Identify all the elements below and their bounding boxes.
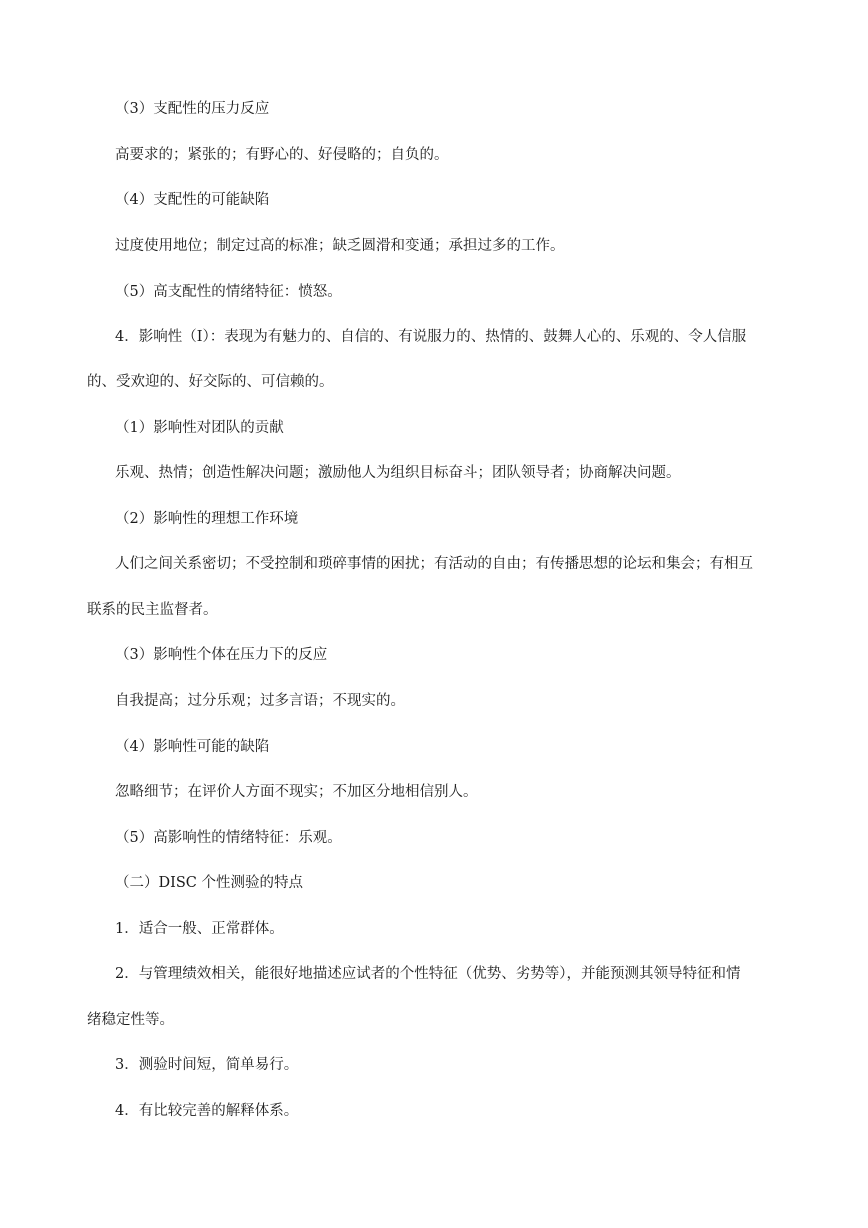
list-item: 1．适合一般、正常群体。	[115, 921, 284, 937]
paragraph: 乐观、热情；创造性解决问题；激励他人为组织目标奋斗；团队领导者；协商解决问题。	[115, 465, 681, 481]
paragraph: 忽略细节；在评价人方面不现实；不加区分地相信别人。	[115, 784, 478, 800]
section-influence: 4．影响性（I）：表现为有魅力的、自信的、有说服力的、热情的、鼓舞人心的、乐观的、令人信服	[115, 329, 747, 345]
heading-dominance-weakness: （4）支配性的可能缺陷	[115, 192, 270, 208]
heading-dominance-stress: （3）支配性的压力反应	[115, 101, 270, 117]
paragraph: 高要求的；紧张的；有野心的、好侵略的；自负的。	[115, 147, 449, 163]
paragraph-continuation: 的、受欢迎的、好交际的、可信赖的。	[87, 374, 334, 390]
paragraph-continuation: 绪稳定性等。	[87, 1012, 174, 1028]
paragraph: （5）高支配性的情绪特征：愤怒。	[115, 284, 342, 300]
heading-influence-stress: （3）影响性个体在压力下的反应	[115, 647, 328, 663]
heading-influence-environment: （2）影响性的理想工作环境	[115, 511, 299, 527]
section-disc-features: （二）DISC 个性测验的特点	[115, 875, 303, 891]
heading-influence-weakness: （4）影响性可能的缺陷	[115, 739, 270, 755]
list-item: 3．测验时间短，简单易行。	[115, 1057, 299, 1073]
list-item: 2．与管理绩效相关，能很好地描述应试者的个性特征（优势、劣势等），并能预测其领导特征和情	[115, 966, 741, 982]
paragraph: 过度使用地位；制定过高的标准；缺乏圆滑和变通；承担过多的工作。	[115, 238, 565, 254]
paragraph-continuation: 联系的民主监督者。	[87, 602, 218, 618]
heading-influence-contribution: （1）影响性对团队的贡献	[115, 420, 284, 436]
paragraph: （5）高影响性的情绪特征：乐观。	[115, 830, 342, 846]
list-item: 4．有比较完善的解释体系。	[115, 1103, 299, 1119]
paragraph: 人们之间关系密切；不受控制和琐碎事情的困扰；有活动的自由；有传播思想的论坛和集会；有相互	[115, 556, 753, 572]
paragraph: 自我提高；过分乐观；过多言语；不现实的。	[115, 693, 405, 709]
